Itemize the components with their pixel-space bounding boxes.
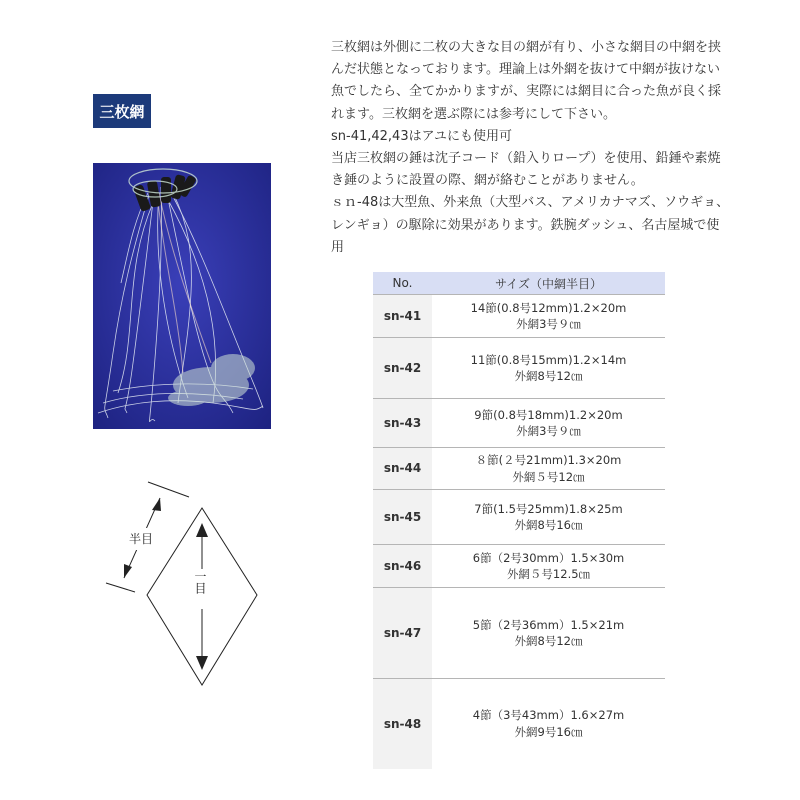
outer-net-line: 外網3号９㎝ [516, 424, 581, 438]
description-paragraph: sn-41,42,43はアユにも使用可 [331, 128, 512, 144]
size-line: 6節（2号30mm）1.5×30m [472, 550, 625, 565]
size-line: 9節(0.8号18mm)1.2×20m [474, 407, 623, 422]
arrow-up-icon [152, 498, 161, 511]
description-paragraph: ｓｎ-48は大型魚、外来魚（大型バス、アメリカナマズ、ソウギョ、レンギョ）の駆除に効果があります。鉄腕ダッシュ、名古屋城で使用 [331, 195, 730, 255]
model-number: sn-42 [373, 338, 432, 399]
arrow-down-icon [124, 564, 132, 578]
size-cell [432, 338, 665, 399]
size-cell [432, 545, 665, 588]
column-header-no: No. [373, 272, 432, 295]
size-line: 14節(0.8号12mm)1.2×20m [470, 300, 627, 315]
arrow-down-icon [196, 656, 208, 670]
size-cell [432, 679, 665, 769]
description [331, 37, 731, 259]
size-cell [432, 295, 665, 338]
product-photo [93, 163, 271, 429]
outer-net-line: 外網8号12㎝ [514, 369, 583, 383]
outer-net-line: 外網9号16㎝ [514, 724, 583, 739]
size-line: 5節（2号36mm）1.5×21m [472, 617, 625, 632]
table-row [373, 295, 665, 338]
model-number: sn-44 [373, 448, 432, 490]
table-row [373, 448, 665, 490]
outer-net-line: 外網8号12㎝ [514, 634, 583, 648]
half-mesh-label: 半目 [129, 532, 154, 546]
size-line: 7節(1.5号25mm)1.8×25m [474, 501, 623, 516]
table-header-row [373, 272, 665, 295]
outer-net-line: 外網3号９㎝ [516, 317, 581, 331]
table-row [373, 679, 665, 769]
model-number: sn-48 [373, 679, 432, 769]
table-row [373, 588, 665, 679]
table-row [373, 338, 665, 399]
size-line: 11節(0.8号15mm)1.2×14m [470, 352, 627, 367]
size-cell [432, 490, 665, 545]
size-table [373, 272, 665, 769]
model-number: sn-46 [373, 545, 432, 588]
size-cell [432, 588, 665, 679]
section-badge: 三枚網 [93, 94, 151, 128]
full-mesh-label: 一目 [193, 570, 207, 594]
table-row [373, 545, 665, 588]
outer-net-line: 外網５号12.5㎝ [506, 567, 591, 581]
mesh-diagram [90, 480, 280, 690]
column-header-size: サイズ（中網半目） [432, 272, 665, 295]
description-paragraph: 三枚網は外側に二枚の大きな目の網が有り、小さな網目の中網を挟んだ状態となっております。理論上は外網を抜けて中網が抜けない魚でしたら、全てかかりますが、実際には網目に合った魚が良く採れます。三枚網を選ぶ際には参考にして下さい。 [331, 40, 722, 122]
size-cell [432, 399, 665, 448]
table-row [373, 399, 665, 448]
model-number: sn-45 [373, 490, 432, 545]
outer-net-line: 外網8号16㎝ [514, 518, 583, 532]
size-line: 4節（3号43mm）1.6×27m [472, 708, 625, 723]
size-line: ８節(２号21mm)1.3×20m [475, 453, 622, 467]
description-paragraph: 当店三枚網の錘は沈子コード（鉛入りロープ）を使用、鉛錘や素焼き錘のように設置の際、網が絡むことがありません。 [331, 151, 721, 189]
size-cell [432, 448, 665, 490]
model-number: sn-43 [373, 399, 432, 448]
arrow-up-icon [196, 523, 208, 537]
outer-net-line: 外網５号12㎝ [512, 469, 585, 484]
model-number: sn-41 [373, 295, 432, 338]
table-row [373, 490, 665, 545]
model-number: sn-47 [373, 588, 432, 679]
